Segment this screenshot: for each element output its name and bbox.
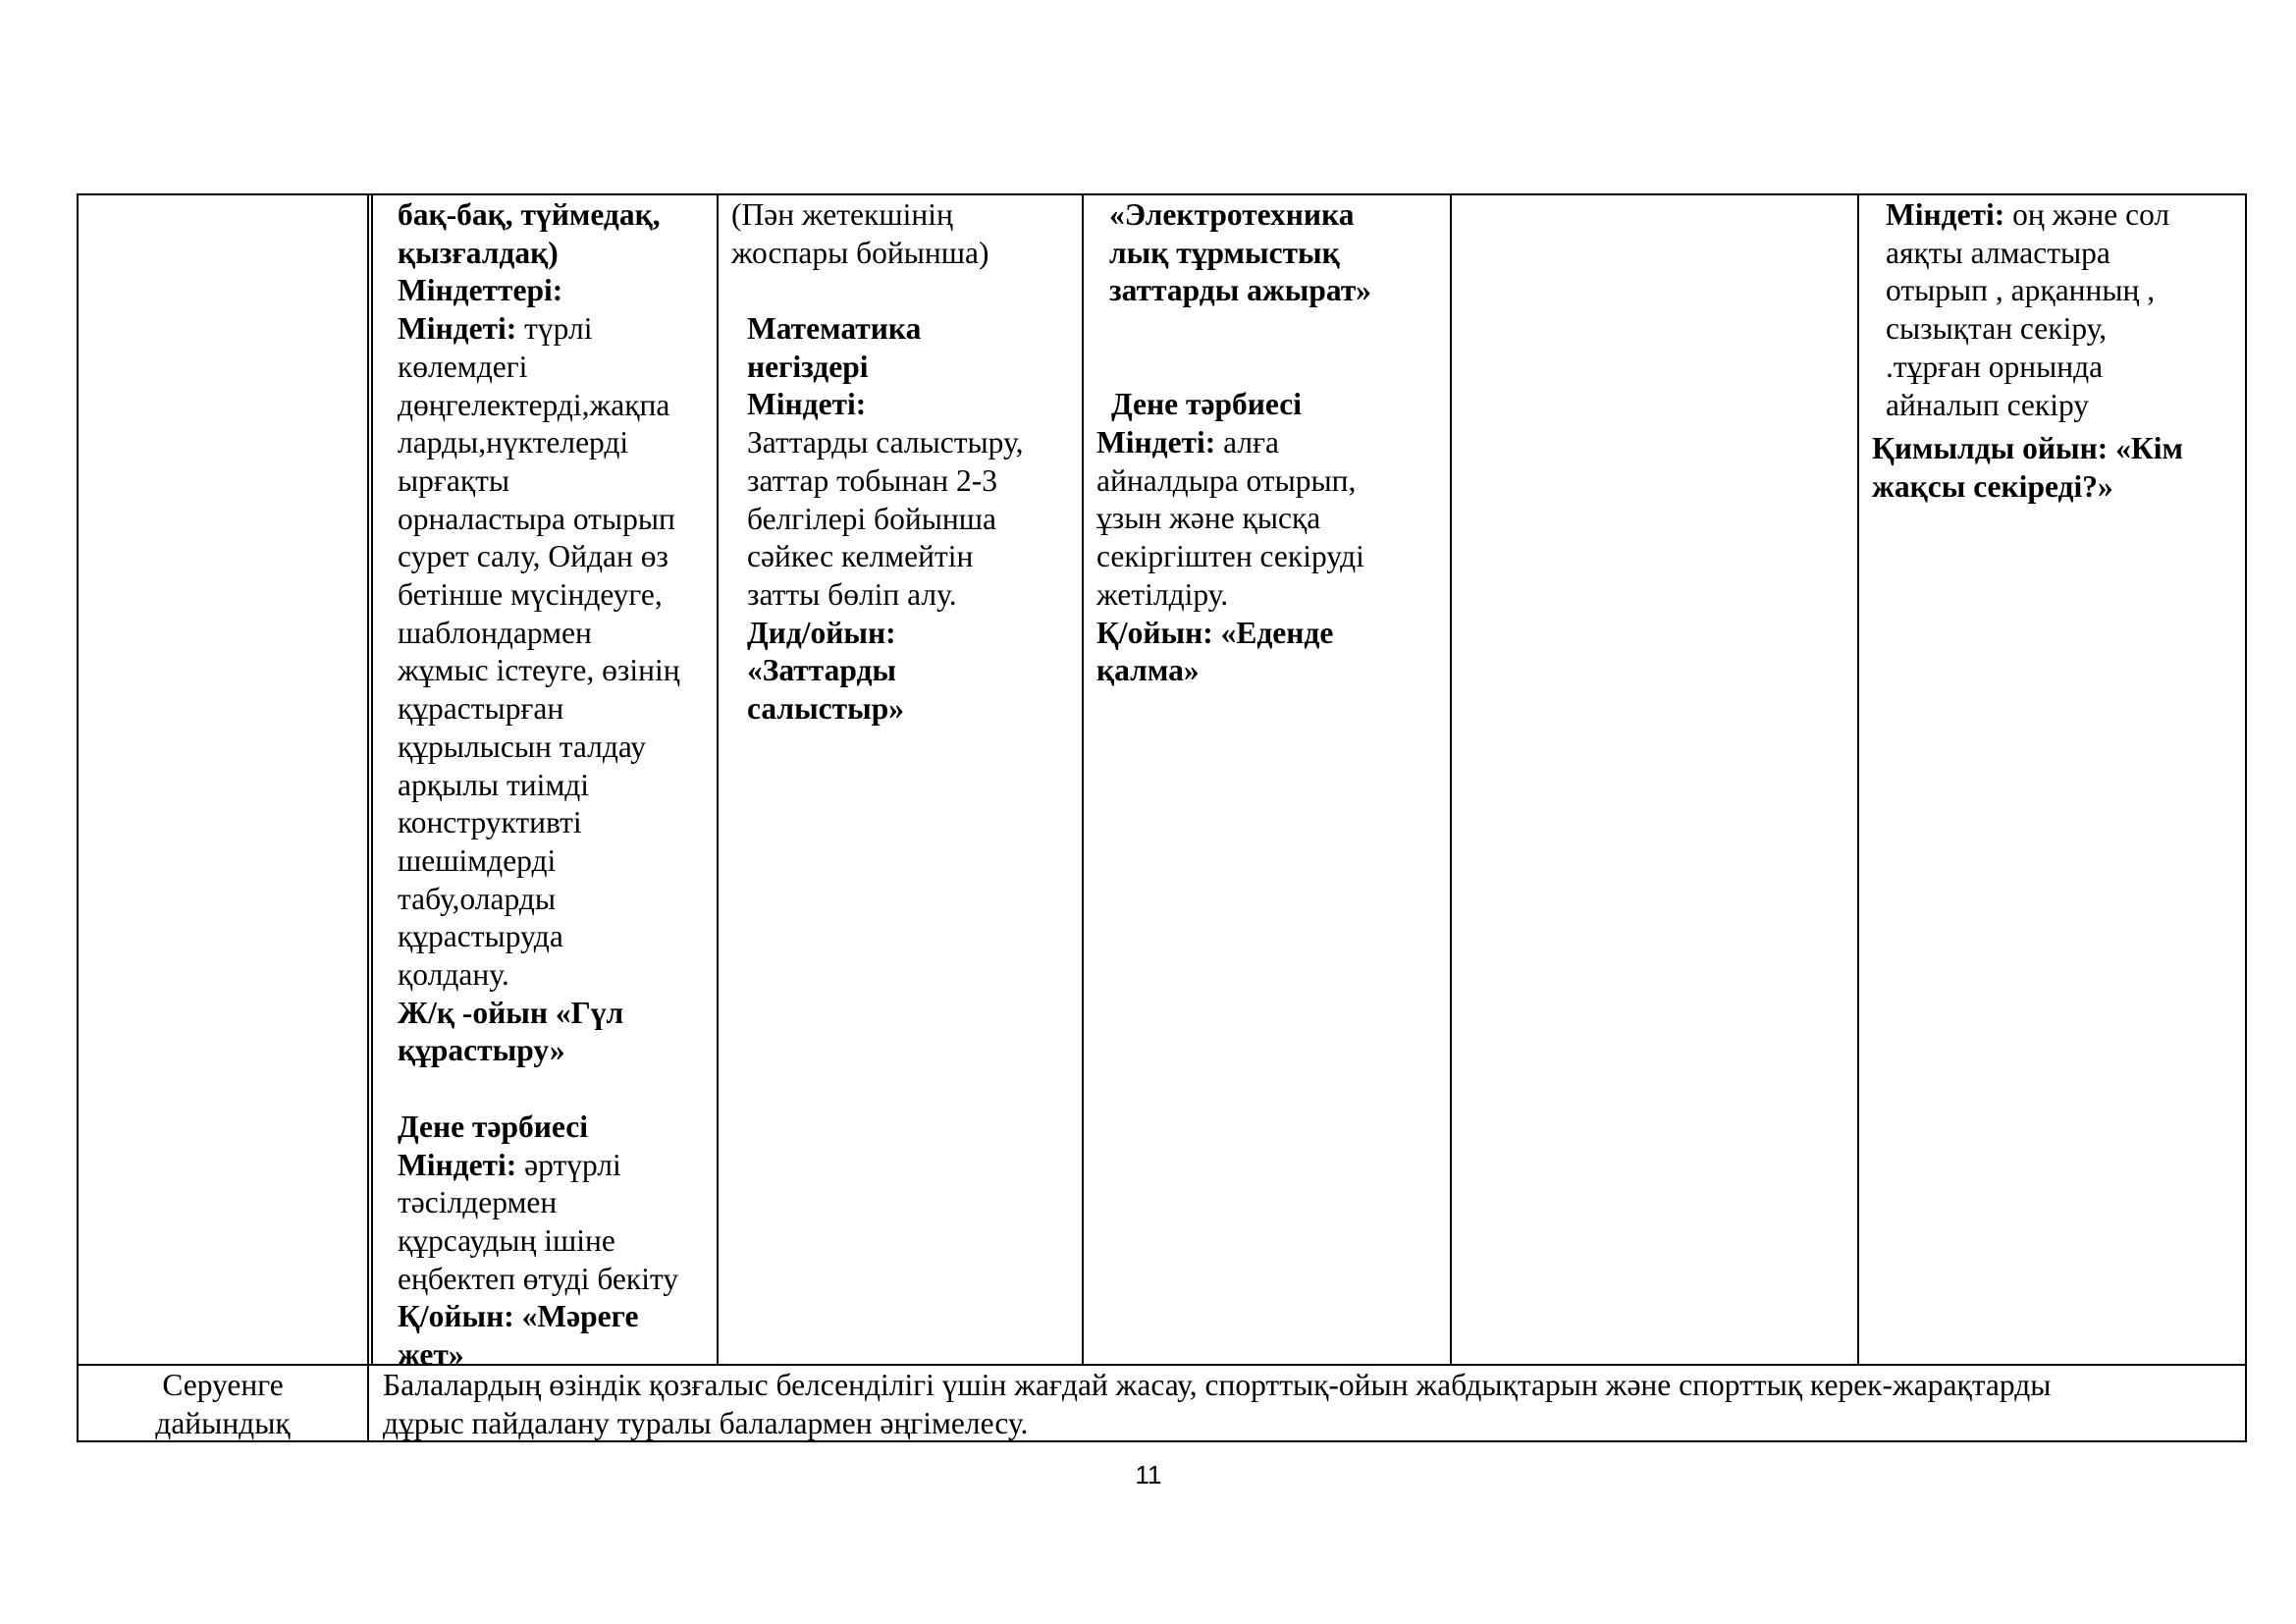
row-content-line: дұрыс пайдалану туралы балалармен әңгімелесу. bbox=[383, 1405, 1029, 1440]
cell-line: лық тұрмыстық bbox=[1109, 235, 1340, 270]
cell-line: айналып секіру bbox=[1886, 387, 2090, 422]
cell-line: жоспары бойынша) bbox=[731, 235, 989, 270]
cell-line: «Электротехника bbox=[1109, 197, 1355, 232]
cell-line: Қ/ойын: «Еденде bbox=[1096, 615, 1334, 650]
cell-line: ларды,нүктелерді bbox=[398, 425, 629, 460]
cell-line: айналдыра отырып, bbox=[1096, 462, 1357, 498]
cell-line: Дид/ойын: bbox=[747, 615, 896, 650]
table-top-border bbox=[77, 193, 2247, 195]
cell-line: қызғалдақ) bbox=[398, 235, 559, 270]
cell-line: конструктивті bbox=[398, 805, 582, 840]
cell-line: құрылысын талдау bbox=[398, 729, 647, 764]
cell-line: Заттарды салыстыру, bbox=[747, 425, 1024, 460]
cell-line: Дене тәрбиесі bbox=[398, 1109, 589, 1144]
cell-line: Қимылды ойын: «Кім bbox=[1872, 431, 2183, 465]
column-divider bbox=[371, 193, 373, 1365]
cell-line: құрастырған bbox=[398, 691, 564, 727]
cell-line: жұмыс істеуге, өзінің bbox=[398, 653, 680, 688]
row-label-walk-preparation bbox=[79, 1367, 367, 1442]
game-text: «Мәреге bbox=[513, 1299, 639, 1334]
cell-line: арқылы тиімді bbox=[398, 767, 590, 802]
cell-line: Математика bbox=[747, 311, 922, 346]
cell-line: сурет салу, Ойдан өз bbox=[398, 539, 668, 574]
task-label: Міндеті: bbox=[398, 311, 517, 347]
cell-line bbox=[1886, 196, 2241, 235]
cell-line: секіргіштен секіруді bbox=[1096, 539, 1364, 574]
cell-line bbox=[398, 1147, 712, 1185]
cell-mathematics bbox=[747, 310, 1076, 729]
cell-line: заттарды ажырат» bbox=[1109, 273, 1372, 308]
cell-line: .тұрған орнында bbox=[1886, 349, 2104, 384]
cell-line: негіздері bbox=[747, 349, 869, 384]
task-text: оң және сол bbox=[2004, 197, 2170, 232]
cell-line: салыстыр» bbox=[747, 691, 904, 727]
cell-line: (Пән жетекшінің bbox=[731, 197, 953, 232]
cell-line bbox=[1096, 424, 1445, 462]
cell-line bbox=[398, 1298, 712, 1336]
blank-line bbox=[398, 1070, 712, 1109]
row-content-line: Балалардың өзіндік қозғалыс белсенділігі үшін жағдай жасау, спорттық-ойын жабдықтарын және спорттық керек-жарақтарды bbox=[383, 1368, 2052, 1402]
cell-line: жетілдіру. bbox=[1096, 576, 1229, 612]
column-divider bbox=[717, 193, 719, 1365]
cell-line: ұзын және қысқа bbox=[1096, 501, 1321, 536]
table-right-border bbox=[2245, 193, 2247, 1442]
cell-line: затты бөліп алу. bbox=[747, 576, 957, 612]
cell-line: жақсы секіреді?» bbox=[1872, 468, 2113, 504]
cell-line: Міндеттері: bbox=[398, 273, 563, 308]
cell-jumping-task bbox=[1886, 196, 2241, 424]
cell-physical-education-heading bbox=[1111, 386, 1445, 424]
cell-line: шешімдерді bbox=[398, 842, 557, 878]
cell-line: Ж/қ -ойын «Гүл bbox=[398, 995, 624, 1030]
cell-line: қалма» bbox=[1096, 653, 1200, 688]
cell-line: құрастыру» bbox=[398, 1033, 565, 1068]
row-label-line: дайындық bbox=[155, 1405, 291, 1440]
cell-physical-education bbox=[1096, 424, 1445, 690]
cell-line: еңбектеп өтуді бекіту bbox=[398, 1261, 679, 1296]
task-text: алға bbox=[1215, 425, 1280, 460]
cell-line bbox=[398, 310, 712, 349]
row-content-walk-preparation bbox=[383, 1367, 2243, 1442]
cell-line: сәйкес келмейтін bbox=[747, 539, 974, 574]
cell-line: тәсілдермен bbox=[398, 1185, 558, 1220]
cell-line: қолдану. bbox=[398, 957, 509, 993]
cell-art-construction bbox=[398, 196, 712, 1375]
cell-movement-game bbox=[1872, 430, 2243, 506]
cell-line: «Заттарды bbox=[747, 653, 897, 688]
task-label: Міндеті: bbox=[1886, 197, 2005, 232]
column-divider bbox=[1857, 193, 1859, 1365]
column-divider bbox=[367, 193, 369, 1442]
cell-line: аяқты алмастыра bbox=[1886, 235, 2110, 270]
task-label: Міндеті: bbox=[398, 1147, 517, 1182]
cell-line: көлемдегі bbox=[398, 349, 528, 384]
cell-line: бетінше мүсіндеуге, bbox=[398, 577, 663, 613]
cell-line: бақ-бақ, түймедақ, bbox=[398, 197, 661, 232]
cell-line: құрастыруда bbox=[398, 919, 563, 954]
cell-subject-note bbox=[731, 196, 1080, 272]
cell-line: отырып , арқанның , bbox=[1886, 273, 2156, 308]
game-label: Қ/ойын: bbox=[398, 1299, 514, 1334]
cell-line: құрсаудың ішіне bbox=[398, 1222, 615, 1258]
page-number: 11 bbox=[1135, 1460, 1162, 1489]
cell-line: орналастыра отырып bbox=[398, 501, 675, 536]
cell-line: сызықтан секіру, bbox=[1886, 311, 2108, 347]
column-divider bbox=[1450, 193, 1452, 1365]
cell-line: Міндеті: bbox=[747, 387, 867, 422]
column-divider bbox=[1082, 193, 1084, 1365]
cell-line: Дене тәрбиесі bbox=[1111, 387, 1303, 421]
cell-line: дөңгелектерді,жақпа bbox=[398, 387, 670, 422]
cell-line: белгілері бойынша bbox=[747, 501, 996, 536]
task-text: түрлі bbox=[516, 311, 593, 347]
cell-electrotechnics bbox=[1109, 196, 1443, 310]
table-left-border bbox=[77, 193, 79, 1442]
cell-line: ырғақты bbox=[398, 462, 510, 498]
task-text: әртүрлі bbox=[516, 1147, 621, 1182]
cell-line: табу,оларды bbox=[398, 881, 556, 916]
row-label-line: Серуенге bbox=[162, 1368, 284, 1402]
cell-line: заттар тобынан 2-3 bbox=[747, 462, 997, 498]
task-label: Міндеті: bbox=[1096, 425, 1216, 460]
cell-line: шаблондармен bbox=[398, 615, 592, 650]
cell-line: жет» bbox=[398, 1337, 464, 1373]
